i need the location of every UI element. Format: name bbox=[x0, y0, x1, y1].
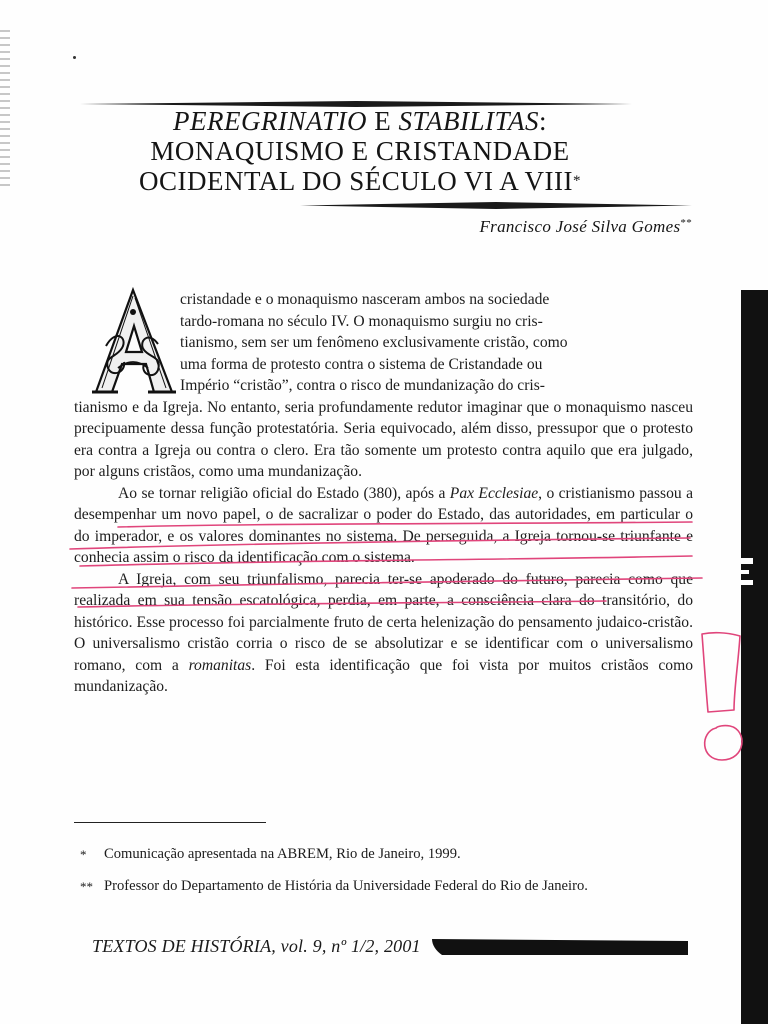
paragraph-3 bbox=[74, 569, 693, 698]
footnote-1-text: Comunicação apresentada na ABREM, Rio de Janeiro, 1999. bbox=[104, 846, 461, 862]
dropcap-line-5: Império “cristão”, contra o risco de mundanização do cris- bbox=[180, 377, 545, 394]
footnote-rule bbox=[74, 822, 266, 823]
title-word-stabilitas: STABILITAS bbox=[398, 106, 539, 136]
title-line-3: OCIDENTAL DO SÉCULO VI A VIII bbox=[138, 166, 574, 196]
title-word-peregrinatio: PEREGRINATIO bbox=[173, 106, 367, 136]
scan-dark-margin bbox=[741, 290, 768, 1024]
scan-speck bbox=[73, 56, 76, 59]
dropcap-line-1: cristandade e o monaquismo nasceram ambos na sociedade bbox=[180, 291, 550, 308]
paragraph-2-end: , o cristianismo passou a desempenhar um novo papel, o de sacralizar o poder do Estado, das autoridades, em particular o do imperador, e os valores dominantes no sistema. De perseguida, a Igreja tornou-se triunfante e conhecia assim o risco da identificação com o sistema. bbox=[74, 484, 693, 566]
scan-edge-artifact bbox=[0, 30, 10, 190]
author-name: Francisco José Silva Gomes bbox=[479, 217, 681, 236]
article-title bbox=[80, 106, 640, 196]
paragraph-1 bbox=[74, 289, 693, 483]
title-footnote-mark: * bbox=[573, 173, 582, 189]
footnote-2-mark: ** bbox=[80, 878, 93, 894]
exclamation-dot bbox=[705, 726, 742, 760]
pax-ecclesiae-term: Pax Ecclesiae bbox=[449, 484, 539, 502]
footnote-1 bbox=[80, 845, 690, 865]
title-colon: : bbox=[538, 106, 547, 136]
footnote-2-text: Professor do Departamento de História da Universidade Federal do Rio de Janeiro. bbox=[104, 877, 588, 894]
paragraph-3-start: A Igreja, com seu triunfalismo, parecia ter-se apoderado do futuro, parecia como que realizada em sua tensão escatológica, perdia, em parte, a consciência clara do transitório, do histórico. Esse processo foi parcialmente fruto de certa helenização do pensamento judaico-cristão. O universalismo cristão corria o risco de se absolutizar e se identificar com o universalismo romano, com a bbox=[74, 570, 693, 674]
scan-smudge bbox=[402, 937, 688, 957]
title-line-2: MONAQUISMO E CRISTANDADE bbox=[150, 136, 570, 166]
author-footnote-mark: ** bbox=[680, 217, 692, 229]
footnotes bbox=[80, 845, 690, 908]
dropcap-line-2: tardo-romana no século IV. O monaquismo surgiu no cris- bbox=[180, 312, 543, 330]
romanitas-term: romanitas bbox=[188, 656, 252, 674]
title-connector: E bbox=[366, 106, 399, 136]
dropcap-line-4: uma forma de protesto contra o sistema de Cristandade ou bbox=[180, 355, 543, 373]
exclamation-mark bbox=[702, 633, 740, 712]
title-rule-bottom bbox=[300, 202, 692, 209]
footnote-1-mark: * bbox=[80, 847, 87, 862]
running-footer: TEXTOS DE HISTÓRIA, vol. 9, nº 1/2, 2001 bbox=[92, 936, 421, 956]
author-byline bbox=[300, 217, 692, 237]
article-body bbox=[74, 289, 693, 698]
paragraph-2-start: Ao se tornar religião oficial do Estado (380), após a bbox=[118, 484, 450, 502]
paragraph-2 bbox=[74, 483, 693, 569]
dropcap-line-3: tianismo, sem ser um fenômeno exclusivamente cristão, como bbox=[180, 334, 568, 351]
paragraph-3-end: . Foi esta identificação que foi vista por muitos cristãos como mundanização. bbox=[74, 656, 694, 695]
paragraph-1-rest: tianismo e da Igreja. No entanto, seria profundamente redutor imaginar que o monaquismo nasceu precipuamente dessa função protestatória. Seria equivocado, além disso, pressupor que o protesto era contra a Igreja ou contra o clero. Era tão somente um protesto contra aquilo que era julgado, por alguns cristãos, como uma mundanização. bbox=[74, 398, 693, 480]
footnote-2 bbox=[80, 877, 690, 897]
